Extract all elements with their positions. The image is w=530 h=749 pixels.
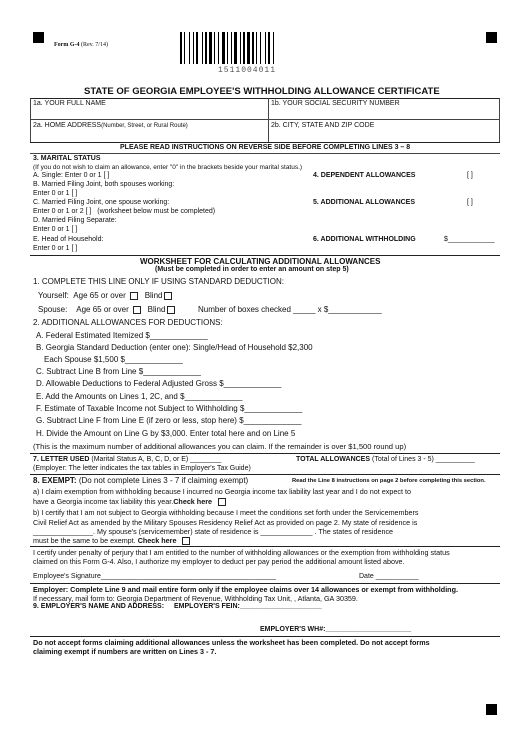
marital-option-c-entry[interactable]: Enter 0 or 1 or 2 [ ] (worksheet below must be completed) [33,208,216,215]
exempt-b-checkbox[interactable] [182,537,190,545]
footer-line-2: claiming exempt if numbers are written on Lines 3 - 7. [33,647,217,656]
worksheet-line-2b-spouse[interactable]: Each Spouse $1,500 $_____________ [44,355,183,364]
marital-option-d-entry[interactable]: Enter 0 or 1 [ ] [33,226,78,233]
certify-line-2: claimed on this Form G-4. Also, I authorize my employer to deduct per pay period the additional amount listed above. [33,557,405,566]
worksheet-subtitle: (Must be completed in order to enter an amount on step 5) [155,266,349,273]
marital-status-heading: 3. MARITAL STATUS [33,155,101,162]
marital-option-e: E. Head of Household: [33,236,104,243]
exempt-b-line-3[interactable]: _______________. My spouse's (servicemember) state of residence is _____________ . The states of residence [33,527,394,536]
worksheet-line-2: 2. ADDITIONAL ALLOWANCES FOR DEDUCTIONS: [33,318,223,327]
exempt-a-line-2: have a Georgia income tax liability this year.Check here [33,497,226,506]
total-allowances-field[interactable]: TOTAL ALLOWANCES (Total of Lines 3 - 5) __________ [296,456,475,463]
worksheet-note: (This is the maximum number of additional allowances you can claim. If the remainder is over $1,500 round up) [33,442,407,451]
worksheet-line-2c[interactable]: C. Subtract Line B from Line $_____________ [36,367,202,376]
footer-line-1: Do not accept forms claiming additional allowances unless the worksheet has been completed. Do not accept forms [33,638,430,647]
employer-note-2: If necessary, mail form to: Georgia Department of Revenue, Withholding Tax Unit, , Atlanta, GA 30359. [33,594,358,603]
exempt-a-checkbox[interactable] [218,498,226,506]
employer-fein-field[interactable]: EMPLOYER'S FEIN:_____________________ [174,603,322,610]
barcode-number: 1511004011 [218,66,277,75]
employee-signature-field[interactable]: Employee's Signature_____________________________________________ [33,573,277,580]
marital-option-d: D. Married Filing Separate: [33,217,117,224]
worksheet-line-2e[interactable]: E. Add the Amounts on Lines 1, 2C, and $_____________ [36,392,243,401]
marital-option-a[interactable]: A. Single: Enter 0 or 1 [ ] [33,172,110,179]
employer-note-1: Employer: Complete Line 9 and mail entire form only if the employee claims over 14 allowances or exempt from withholding. [33,585,458,594]
instructions-banner: PLEASE READ INSTRUCTIONS ON REVERSE SIDE BEFORE COMPLETING LINES 3 – 8 [120,144,411,151]
full-name-field[interactable]: 1a. YOUR FULL NAME [33,100,106,107]
worksheet-yourself-row: Yourself: Age 65 or over Blind [38,291,172,300]
marital-option-c: C. Married Filing Joint, one spouse working: [33,199,170,206]
worksheet-spouse-row: Spouse: Age 65 or over Blind [38,305,175,314]
yourself-blind-checkbox[interactable] [164,292,172,300]
marital-option-b: B. Married Filing Joint, both spouses working: [33,181,175,188]
exempt-b-line-2: Civil Relief Act as amended by the Military Spouses Residency Relief Act as provided on page 2. My state of residence is [33,518,418,527]
worksheet-line-2a[interactable]: A. Federal Estimated Itemized $_____________ [36,331,208,340]
exempt-read-note: Read the Line 8 instructions on page 2 before completing this section. [292,478,486,484]
worksheet-line-2g[interactable]: G. Subtract Line F from Line E (if zero or less, stop here) $_____________ [36,416,302,425]
form-id: Form G-4 (Rev. 7/14) [54,42,108,48]
boxes-checked-field[interactable]: Number of boxes checked _____ x $____________ [198,305,382,314]
additional-allowances-label: 5. ADDITIONAL ALLOWANCES [313,199,416,206]
additional-withholding-field[interactable]: $____________ [444,236,495,243]
marital-note: (If you do not wish to claim an allowance, enter "0" in the brackets beside your marital status.) [33,164,303,171]
letter-used-field[interactable]: 7. LETTER USED (Marital Status A, B, C, D, or E) ________ [33,456,222,463]
registration-mark-top-right [486,32,497,43]
marital-option-b-entry[interactable]: Enter 0 or 1 [ ] [33,190,78,197]
exempt-b-line-4: must be the same to be exempt. Check here [33,536,190,545]
worksheet-line-2h: H. Divide the Amount on Line G by $3,000. Enter total here and on Line 5 [36,429,296,438]
ssn-field[interactable]: 1b. YOUR SOCIAL SECURITY NUMBER [271,100,400,107]
form-title: STATE OF GEORGIA EMPLOYEE'S WITHHOLDING ALLOWANCE CERTIFICATE [84,86,440,97]
worksheet-title: WORKSHEET FOR CALCULATING ADDITIONAL ALLOWANCES [140,257,381,266]
exempt-heading: 8. EXEMPT: (Do not complete Lines 3 - 7 if claiming exempt) [33,476,249,485]
registration-mark-top-left [33,32,44,43]
worksheet-line-2f[interactable]: F. Estimate of Taxable Income not Subject to Withholding $_____________ [36,404,303,413]
exempt-a-line-1: a) I claim exemption from withholding because I incurred no Georgia income tax liability last year and I do not expect to [33,487,411,496]
additional-allowances-field[interactable]: [ ] [467,199,473,206]
marital-option-e-entry[interactable]: Enter 0 or 1 [ ] [33,245,78,252]
signature-date-field[interactable]: Date ___________ [359,573,419,580]
home-address-field[interactable]: 2a. HOME ADDRESS(Number, Street, or Rural Route) [33,122,188,129]
spouse-age-checkbox[interactable] [133,306,141,314]
spouse-blind-checkbox[interactable] [167,306,175,314]
dependent-allowances-field[interactable]: [ ] [467,172,473,179]
worksheet-line-2d[interactable]: D. Allowable Deductions to Federal Adjusted Gross $_____________ [36,379,282,388]
barcode [180,32,320,64]
employer-letter-note: (Employer: The letter indicates the tax tables in Employer's Tax Guide) [33,465,251,472]
dependent-allowances-label: 4. DEPENDENT ALLOWANCES [313,172,416,179]
city-state-zip-field[interactable]: 2b. CITY, STATE AND ZIP CODE [271,122,375,129]
worksheet-line-1: 1. COMPLETE THIS LINE ONLY IF USING STANDARD DEDUCTION: [33,277,285,286]
exempt-b-line-1: b) I certify that I am not subject to Georgia withholding because I meet the conditions set forth under the Servicemembers [33,508,419,517]
worksheet-line-2b: B. Georgia Standard Deduction (enter one): Single/Head of Household $2,300 [36,343,313,352]
employer-name-address-field[interactable]: 9. EMPLOYER'S NAME AND ADDRESS: [33,603,165,610]
employer-wh-field[interactable]: EMPLOYER'S WH#:______________________ [260,626,412,633]
yourself-age-checkbox[interactable] [130,292,138,300]
additional-withholding-label: 6. ADDITIONAL WITHHOLDING [313,236,416,243]
certify-line-1: I certify under penalty of perjury that I am entitled to the number of withholding allowances or the exemption from withholding status [33,548,450,557]
registration-mark-bottom-right [486,704,497,715]
